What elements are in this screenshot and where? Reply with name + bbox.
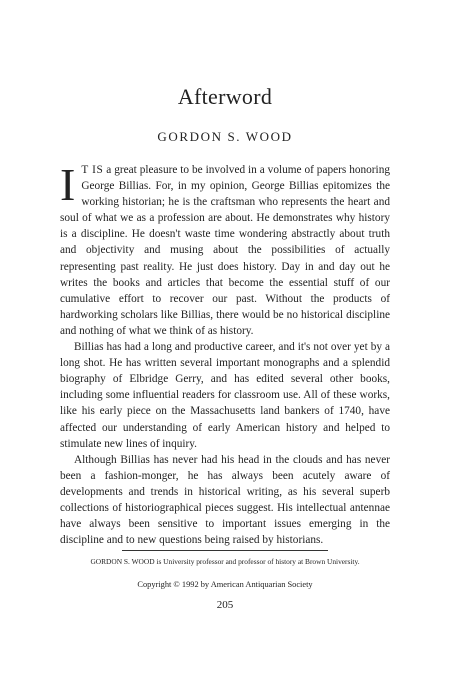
body-text — [60, 159, 390, 548]
paragraph-1-text: a great pleasure to be involved in a volume of papers honoring George Billias. For, in my opinion, George Billias epitomizes the working historian; he is the craftsman who represents the heart and soul of what we as a profession are about. He demonstrates why history is a discipline. He doesn't waste time wondering abstractly about truth and objectivity and musing about the possibilities of actually representing past reality. He just does history. Day in and day out he writes the books and articles that become the essential stuff of our cumulative effort to recover our past. Without the products of hardworking scholars like Billias, there would be no historical discipline and nothing of what we think of as history. — [60, 164, 390, 337]
author-footnote: GORDON S. WOOD is University professor and professor of history at Brown University. — [90, 557, 360, 566]
drop-cap: I — [60, 159, 76, 210]
author-name: GORDON S. WOOD — [157, 129, 293, 144]
chapter-title: Afterword — [177, 84, 273, 109]
footnote-rule — [122, 550, 328, 551]
paragraph-3: Although Billias has never had his head in the clouds and has never been a fashion-monger, he has always been acutely aware of developments and trends in historical writing, as his several superb collections of historiographical pieces suggest. His intellectual antennae have always been sensitive to important issues emerging in the discipline and to new questions being raised by historians. — [60, 453, 390, 547]
page-number: 205 — [216, 599, 234, 611]
lead-in-text: T IS — [81, 164, 104, 176]
copyright-notice: Copyright © 1992 by American Antiquarian Society — [137, 580, 313, 589]
paragraph-1 — [60, 159, 390, 339]
paragraph-2: Billias has had a long and productive career, and it's not over yet by a long shot. He has written several important monographs and a splendid biography of Elbridge Gerry, and has edited several other books, including some influential readers for classroom use. All of these works, like his early piece on the Massachusetts land bankers of 1740, have affected our understanding of early American history and helped to stimulate new lines of inquiry. — [60, 341, 390, 450]
